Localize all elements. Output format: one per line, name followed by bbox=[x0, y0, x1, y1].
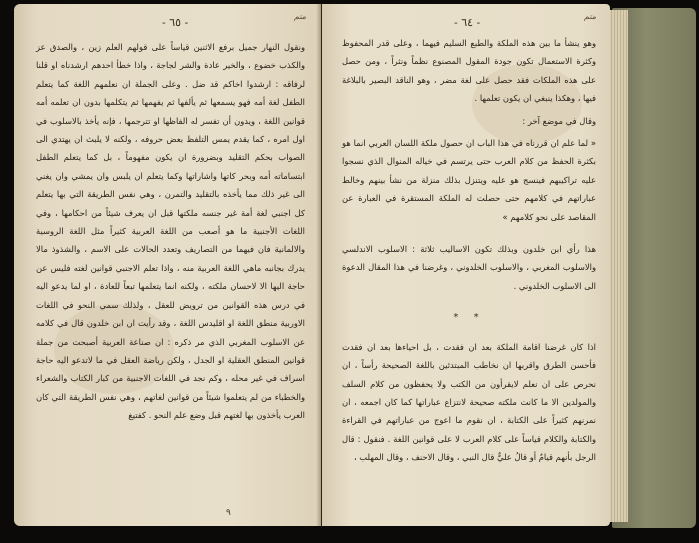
left-bottom-number: ٩ bbox=[226, 508, 231, 518]
left-page-number: - ٦٥ - bbox=[162, 16, 189, 29]
left-page-text bbox=[36, 38, 305, 429]
left-paragraph: ونقول النهار جميل برفع الاثنين قياساً على قولهم العلم زين ، والصدق عز والكذب خضوع ، والخير عادة والشر لجاجة ، واذا خطأ احدهم ارشدناه او قلنا لرفاقه : ارشدوا اخاكم قد ضل . وعلى الجملة ان نعلمهم اللغة كما يتعلم الطفل لغة أمه فهو يسمعها ثم يألفها ثم يفهمها ثم يتكلمها بدون ان تعلمه أمه قوانين اللغة ، ويدون أن تفسر له الفاظها او تترجمها ، فإنه يأخذ بالاسلوب في اول امره ، كما يقدم يمس التلفظ بعض حروفه ، ولكنه لا يلبث ان يهتدي الى الصواب بحكم التقليد وبضرورة ان يكون مفهوماً ، بل كما يتعلم الطفل ابتساماته أمه وبحر كاتها واشاراتها وكما يتعلم ان يلبس وان يمشي وان يغني الى غير ذلك مما يأخذه بالتقليد والتمرن ، وهي نفس الطريقة التي بها يتعلم كل اجنبي لغة أمة غير جنسه ملكتها قبل ان يعرف شيئاً من احكامها ، وفي اللغات الأجنبية ما هو أصعب من اللغة العربية كثيراً مثل اللغة الروسية والالمانية فان فيهما من التصاريف وتعدد الحالات على الاسم ، والشذوذ مالا يدرك بجانبه ماهي اللغة العربية منه ، واذا تعلم الاجنبي قوانين لغته فليس عن حاجة اليها الا لاحسان ملكته ، ولكنه انما يتعلمها تبعاً للعادة ، او لما يدعو اليه في درس هذه القوانين من ترويض للعقل ، ولذلك سمي النحو في اللغات الاوربية منطق اللغة او اقليدس اللغة ، وقد رأيت ان ابن خلدون قال في كلامه عن الاسلوب المغربي الذي مر ذكره : ان صناعة العربية أصبحت من جملة قوانين المنطق العقلية او الجدل ، ولكن رياضة العقل في ما لاتدعو اليه حاجة اسراف في غير محله ، وكم نجد في اللغات الاجنبية من كبار الكتاب والشعراء والخطباء من لم يتعلموا شيئاً من قوانين لغاتهم ، وهي نفس الطريقة التي كان العرب يأخذون بها لغتهم قبل وضع علم النحو . كفتيغ bbox=[36, 42, 305, 421]
right-page-text bbox=[342, 34, 596, 471]
right-paragraph-4: اذا كان غرضنا اقامة الملكة بعد ان فقدت ، بل احياءها بعد ان فقدت فأحسن الطرق واقربها ان نخاطب المبتدئين باللغة الصحيحة رأساً ، ان نحرص على ان نعلم لايقرأون من الكتب ولا يحفظون من كلام السلف والمولدين الا ما كانت ملكته صحيحة لانتزاع عباراتها كما كان اجمعه ، ان نمرنهم كثيراً على الكتابة ، ان نقوم ما اعوج من عباراتهم في القراءة والكتابة والكلام قياساً على كلام العرب لا على قوانين اللغة . فنقول : قال الرجل بأنهم قيامٌ أو قالُ عليٌّ قال النبي ، وقال الاحنف ، وقال المهلب ، bbox=[342, 341, 596, 463]
right-quote: « لما علم ان قررناه في هذا الباب ان حصول ملكة اللسان العربي انما هو بكثرة الحفظ من كلام العرب حتى يرتسم في خياله المنوال الذي نسجوا عليه تراكيبهم فينسج هو عليه ويتنزل بذلك منزلة من نشأ بينهم وخالط عباراتهم في كلامهم حتى حصلت له الملكة المستقرة في العبارة عن المقاصد على نحو كلامهم » bbox=[342, 138, 596, 222]
right-paragraph-3: هذا رأي ابن خلدون وبذلك تكون الاساليب ثلاثة : الاسلوب الاندلسي والاسلوب المغربي ، والاسلوب الخلدوني ، وغرضنا في هذا المقال الدعوة الى الاسلوب الخلدوني . bbox=[342, 244, 596, 291]
right-corner-note: متم bbox=[584, 12, 597, 21]
right-paragraph-1: وهو ينشأ ما بين هذه الملكة والطبع السليم فيهما ، وعلى قدر المحفوظ وكثرة الاستعمال تكون جودة المقول المصنوع نظماً ونثراً ، ومن حصل على هذه الملكات فقد حصل على لغة مضر ، وهو الناقد البصير بالبلاغة فيها ، وهكذا ينبغي ان يكون تعلمها . bbox=[342, 38, 596, 104]
section-separator: * * bbox=[453, 312, 485, 324]
right-page-number: - ٦٤ - bbox=[454, 16, 481, 29]
right-page bbox=[322, 4, 610, 526]
left-page bbox=[14, 4, 321, 526]
left-corner-note: متم bbox=[294, 12, 307, 21]
right-paragraph-2: وقال في موضع آخر : bbox=[522, 115, 596, 126]
